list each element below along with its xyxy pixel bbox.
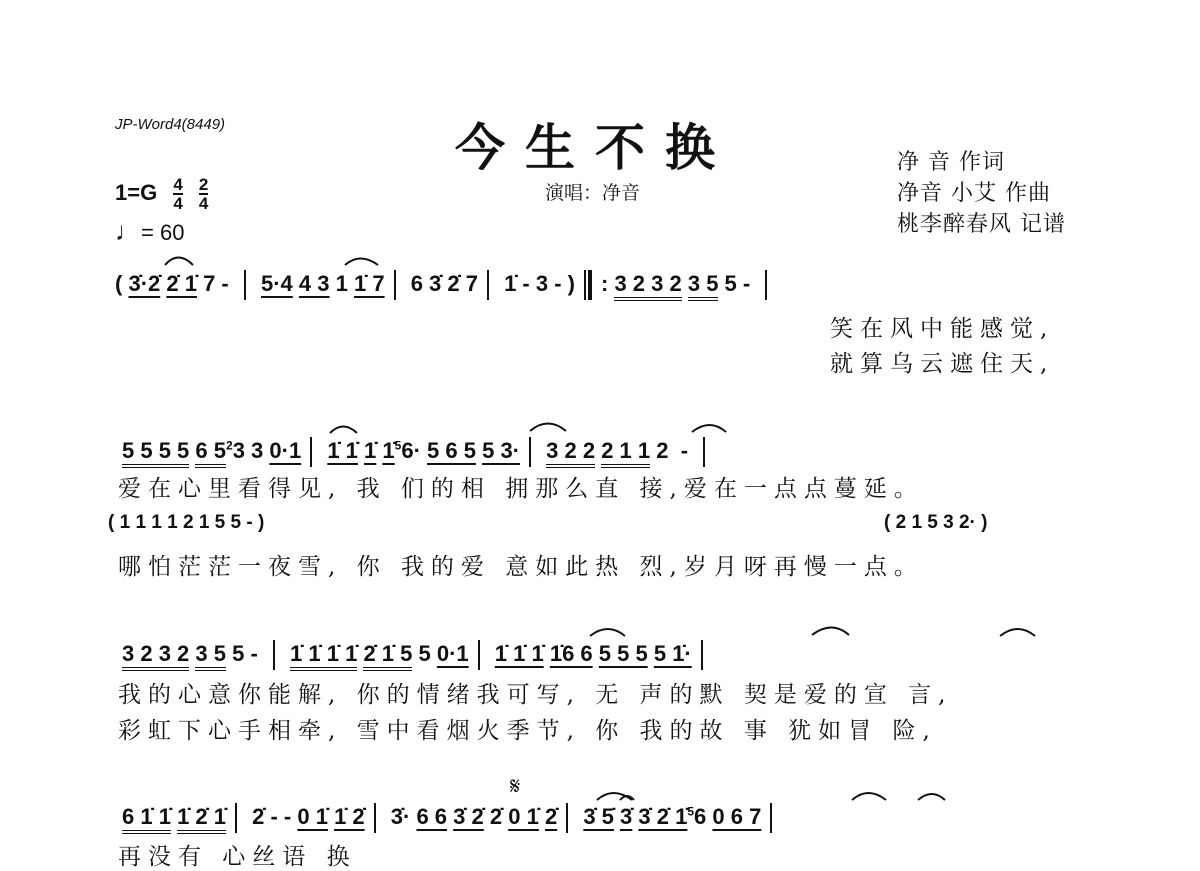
score-line-3: 3 2 3 2 3 5 5 - 1̇ 1̇ 1̇ 1̇ 2̇ 1̇ 5 5 0·1 1̇ 1̇ 1̇ 1̇6 6 5 5 5 5 1̇· bbox=[122, 640, 712, 670]
lyric-line-3b: 彩虹下心手相牵, 雪中看烟火季节, 你 我的故 事 犹如冒 险, bbox=[118, 718, 937, 744]
segno-icon: 𝄋 bbox=[510, 772, 521, 800]
time-signature-4-4: $\frac{4}{4}$ bbox=[173, 175, 183, 213]
performer-label: 演唱：净音 bbox=[545, 182, 641, 204]
tempo-marking bbox=[115, 216, 184, 247]
time-signature-2-4: $\frac{2}{4}$ bbox=[198, 175, 209, 213]
lyricist-credit: 净 音 作词 bbox=[897, 150, 1005, 175]
lyric-line-4: 再没有 心丝语 换 bbox=[118, 844, 357, 870]
alt-notes-left: ( 1 1 1 1 2 1 5 5 - ) bbox=[108, 512, 265, 533]
score-line-1: ( 3̇·2̇ 2̇ 1̇ 7 - 5·4 4 3 1 1̇ 7 6 3̇ 2̇ 7 1̇ - 3 - ) : 3 2 3 2 3 5 5 - bbox=[115, 270, 776, 300]
tempo-value: = 60 bbox=[141, 220, 185, 245]
key-signature bbox=[115, 177, 208, 211]
source-label: JP-Word4(8449) bbox=[115, 116, 226, 133]
song-title: 今生不换 bbox=[455, 118, 735, 177]
composer-credit: 净音 小艾 作曲 bbox=[897, 181, 1051, 206]
lyric-line-1b: 就算乌云遮住天, bbox=[830, 351, 1055, 377]
lyric-line-3a: 我的心意你能解, 你的情绪我可写, 无 声的默 契是爱的宣 言, bbox=[118, 682, 953, 708]
alt-notes-right: ( 2 1 5 3 2· ) bbox=[884, 512, 988, 533]
lyric-line-2b: 哪怕茫茫一夜雪, 你 我的爱 意如此热 烈,岁月呀再慢一点。 bbox=[118, 554, 924, 580]
lyric-line-2a: 爱在心里看得见, 我 们的相 拥那么直 接,爱在一点点蔓延。 bbox=[118, 476, 924, 502]
lyric-line-1a: 笑在风中能感觉, bbox=[830, 316, 1055, 342]
score-line-4: 6 1̇ 1̇ 1̇ 2̇ 1̇ 2̇ - - 0 1̇ 1̇ 2̇ 3̇· 6 6 3̇ 2̇ 2̇ 0 1̇ 2̇ 3̇ 5̇ 3̇ 3̇ 2̇ 1̇$^5$6 0 6 7 bbox=[122, 803, 781, 833]
quarter-note-icon: ♩ bbox=[115, 216, 141, 246]
transcriber-credit: 桃李醉春风 记谱 bbox=[897, 212, 1066, 237]
score-line-2: 5 5 5 5 6 $5^23$ 3 0·1 1̇ 1̇ 1̇ 1̇$^5$6· 5 6 5 5 3· 3 2 2 2 1 1 2 - bbox=[122, 437, 714, 467]
key-label: 1=G bbox=[115, 179, 158, 205]
